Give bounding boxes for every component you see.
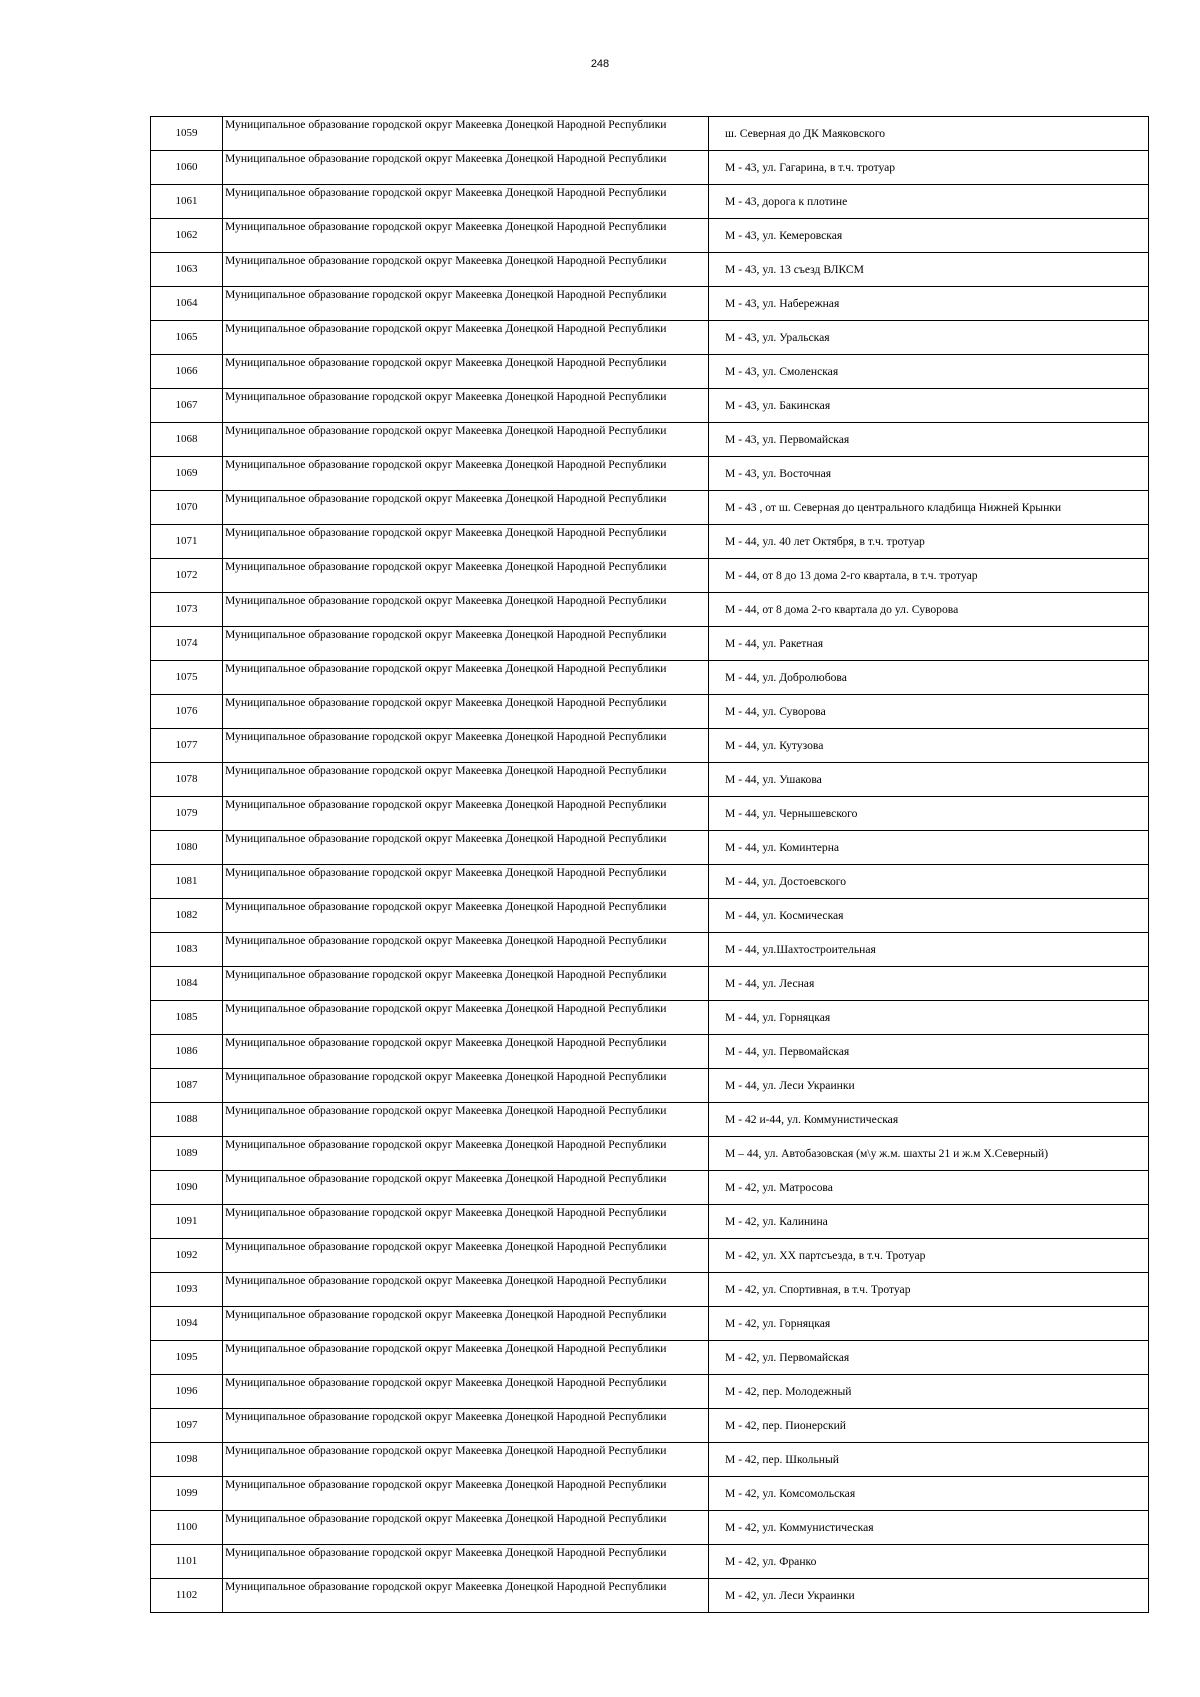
municipality-cell: Муниципальное образование городской округ Макеевка Донецкой Народной Республики	[223, 1375, 709, 1409]
table-row	[151, 457, 1149, 491]
row-number-cell: 1101	[151, 1545, 223, 1579]
road-name-cell: М - 42, ул. Калинина	[709, 1205, 1149, 1239]
row-number-cell: 1064	[151, 287, 223, 321]
table-row	[151, 695, 1149, 729]
road-name-cell: М - 44, от 8 дома 2-го квартала до ул. Суворова	[709, 593, 1149, 627]
row-number-cell: 1061	[151, 185, 223, 219]
table-row	[151, 423, 1149, 457]
table-row	[151, 1205, 1149, 1239]
row-number-cell: 1074	[151, 627, 223, 661]
table-row	[151, 1443, 1149, 1477]
road-name-cell: М - 43, ул. Кемеровская	[709, 219, 1149, 253]
roads-table	[150, 116, 1149, 1613]
road-name-cell: М - 44, ул. Коминтерна	[709, 831, 1149, 865]
municipality-cell: Муниципальное образование городской округ Макеевка Донецкой Народной Республики	[223, 967, 709, 1001]
municipality-cell: Муниципальное образование городской округ Макеевка Донецкой Народной Республики	[223, 1171, 709, 1205]
municipality-cell: Муниципальное образование городской округ Макеевка Донецкой Народной Республики	[223, 627, 709, 661]
municipality-cell: Муниципальное образование городской округ Макеевка Донецкой Народной Республики	[223, 185, 709, 219]
municipality-cell: Муниципальное образование городской округ Макеевка Донецкой Народной Республики	[223, 525, 709, 559]
table-row	[151, 797, 1149, 831]
row-number-cell: 1098	[151, 1443, 223, 1477]
road-name-cell: М - 43, дорога к плотине	[709, 185, 1149, 219]
row-number-cell: 1068	[151, 423, 223, 457]
row-number-cell: 1099	[151, 1477, 223, 1511]
row-number-cell: 1073	[151, 593, 223, 627]
row-number-cell: 1081	[151, 865, 223, 899]
row-number-cell: 1080	[151, 831, 223, 865]
road-name-cell: М - 42, ул. Горняцкая	[709, 1307, 1149, 1341]
row-number-cell: 1076	[151, 695, 223, 729]
municipality-cell: Муниципальное образование городской округ Макеевка Донецкой Народной Республики	[223, 1103, 709, 1137]
table-row	[151, 1239, 1149, 1273]
municipality-cell: Муниципальное образование городской округ Макеевка Донецкой Народной Республики	[223, 389, 709, 423]
table-row	[151, 729, 1149, 763]
municipality-cell: Муниципальное образование городской округ Макеевка Донецкой Народной Республики	[223, 1511, 709, 1545]
road-name-cell: М - 44, ул. Ракетная	[709, 627, 1149, 661]
table-row	[151, 491, 1149, 525]
table-row	[151, 185, 1149, 219]
road-name-cell: М - 44, ул. Первомайская	[709, 1035, 1149, 1069]
road-name-cell: М - 43, ул. Первомайская	[709, 423, 1149, 457]
road-name-cell: М - 43, ул. Уральская	[709, 321, 1149, 355]
table-row	[151, 1579, 1149, 1613]
row-number-cell: 1094	[151, 1307, 223, 1341]
municipality-cell: Муниципальное образование городской округ Макеевка Донецкой Народной Республики	[223, 1545, 709, 1579]
table-row	[151, 1341, 1149, 1375]
row-number-cell: 1091	[151, 1205, 223, 1239]
table-row	[151, 1035, 1149, 1069]
row-number-cell: 1075	[151, 661, 223, 695]
municipality-cell: Муниципальное образование городской округ Макеевка Донецкой Народной Республики	[223, 1307, 709, 1341]
row-number-cell: 1092	[151, 1239, 223, 1273]
road-name-cell: М - 42, ул. Спортивная, в т.ч. Тротуар	[709, 1273, 1149, 1307]
municipality-cell: Муниципальное образование городской округ Макеевка Донецкой Народной Республики	[223, 933, 709, 967]
municipality-cell: Муниципальное образование городской округ Макеевка Донецкой Народной Республики	[223, 253, 709, 287]
row-number-cell: 1065	[151, 321, 223, 355]
municipality-cell: Муниципальное образование городской округ Макеевка Донецкой Народной Республики	[223, 423, 709, 457]
municipality-cell: Муниципальное образование городской округ Макеевка Донецкой Народной Республики	[223, 1477, 709, 1511]
row-number-cell: 1088	[151, 1103, 223, 1137]
row-number-cell: 1067	[151, 389, 223, 423]
municipality-cell: Муниципальное образование городской округ Макеевка Донецкой Народной Республики	[223, 729, 709, 763]
table-row	[151, 763, 1149, 797]
municipality-cell: Муниципальное образование городской округ Макеевка Донецкой Народной Республики	[223, 899, 709, 933]
municipality-cell: Муниципальное образование городской округ Макеевка Донецкой Народной Республики	[223, 491, 709, 525]
table-row	[151, 1375, 1149, 1409]
municipality-cell: Муниципальное образование городской округ Макеевка Донецкой Народной Республики	[223, 559, 709, 593]
table-row	[151, 1511, 1149, 1545]
road-name-cell: М - 44, ул. Леси Украинки	[709, 1069, 1149, 1103]
municipality-cell: Муниципальное образование городской округ Макеевка Донецкой Народной Республики	[223, 457, 709, 491]
municipality-cell: Муниципальное образование городской округ Макеевка Донецкой Народной Республики	[223, 1035, 709, 1069]
roads-table-body	[151, 117, 1149, 1613]
table-row	[151, 1103, 1149, 1137]
row-number-cell: 1085	[151, 1001, 223, 1035]
road-name-cell: М - 44, ул. Достоевского	[709, 865, 1149, 899]
road-name-cell: М - 43, ул. Смоленская	[709, 355, 1149, 389]
table-row	[151, 933, 1149, 967]
municipality-cell: Муниципальное образование городской округ Макеевка Донецкой Народной Республики	[223, 321, 709, 355]
road-name-cell: М - 44, ул. 40 лет Октября, в т.ч. тротуар	[709, 525, 1149, 559]
table-row	[151, 1137, 1149, 1171]
road-name-cell: М - 43 , от ш. Северная до центрального кладбища Нижней Крынки	[709, 491, 1149, 525]
row-number-cell: 1060	[151, 151, 223, 185]
municipality-cell: Муниципальное образование городской округ Макеевка Донецкой Народной Республики	[223, 219, 709, 253]
municipality-cell: Муниципальное образование городской округ Макеевка Донецкой Народной Республики	[223, 1579, 709, 1613]
row-number-cell: 1079	[151, 797, 223, 831]
row-number-cell: 1070	[151, 491, 223, 525]
road-name-cell: М - 44, ул. Ушакова	[709, 763, 1149, 797]
municipality-cell: Муниципальное образование городской округ Макеевка Донецкой Народной Республики	[223, 593, 709, 627]
road-name-cell: М - 42, ул. Леси Украинки	[709, 1579, 1149, 1613]
municipality-cell: Муниципальное образование городской округ Макеевка Донецкой Народной Республики	[223, 1137, 709, 1171]
table-row	[151, 389, 1149, 423]
municipality-cell: Муниципальное образование городской округ Макеевка Донецкой Народной Республики	[223, 1205, 709, 1239]
road-name-cell: М - 43, ул. Гагарина, в т.ч. тротуар	[709, 151, 1149, 185]
page-number: 248	[590, 58, 610, 70]
road-name-cell: М - 42, ул. XX партсъезда, в т.ч. Тротуар	[709, 1239, 1149, 1273]
table-row	[151, 593, 1149, 627]
table-row	[151, 1307, 1149, 1341]
row-number-cell: 1078	[151, 763, 223, 797]
table-row	[151, 661, 1149, 695]
road-name-cell: М - 44, ул. Космическая	[709, 899, 1149, 933]
municipality-cell: Муниципальное образование городской округ Макеевка Донецкой Народной Республики	[223, 695, 709, 729]
municipality-cell: Муниципальное образование городской округ Макеевка Донецкой Народной Республики	[223, 287, 709, 321]
row-number-cell: 1087	[151, 1069, 223, 1103]
table-row	[151, 1069, 1149, 1103]
road-name-cell: ш. Северная до ДК Маяковского	[709, 117, 1149, 151]
road-name-cell: М - 42, ул. Франко	[709, 1545, 1149, 1579]
row-number-cell: 1077	[151, 729, 223, 763]
row-number-cell: 1069	[151, 457, 223, 491]
table-row	[151, 287, 1149, 321]
row-number-cell: 1095	[151, 1341, 223, 1375]
table-row	[151, 1273, 1149, 1307]
municipality-cell: Муниципальное образование городской округ Макеевка Донецкой Народной Республики	[223, 117, 709, 151]
municipality-cell: Муниципальное образование городской округ Макеевка Донецкой Народной Республики	[223, 831, 709, 865]
road-name-cell: М - 42, ул. Коммунистическая	[709, 1511, 1149, 1545]
row-number-cell: 1093	[151, 1273, 223, 1307]
table-row	[151, 1171, 1149, 1205]
road-name-cell: М - 44, ул. Кутузова	[709, 729, 1149, 763]
municipality-cell: Муниципальное образование городской округ Макеевка Донецкой Народной Республики	[223, 1409, 709, 1443]
municipality-cell: Муниципальное образование городской округ Макеевка Донецкой Народной Республики	[223, 1001, 709, 1035]
road-name-cell: М - 42, ул. Комсомольская	[709, 1477, 1149, 1511]
row-number-cell: 1072	[151, 559, 223, 593]
road-name-cell: М - 42, ул. Первомайская	[709, 1341, 1149, 1375]
table-row	[151, 967, 1149, 1001]
row-number-cell: 1063	[151, 253, 223, 287]
row-number-cell: 1100	[151, 1511, 223, 1545]
municipality-cell: Муниципальное образование городской округ Макеевка Донецкой Народной Республики	[223, 1069, 709, 1103]
municipality-cell: Муниципальное образование городской округ Макеевка Донецкой Народной Республики	[223, 151, 709, 185]
table-row	[151, 321, 1149, 355]
table-row	[151, 831, 1149, 865]
municipality-cell: Муниципальное образование городской округ Макеевка Донецкой Народной Республики	[223, 661, 709, 695]
table-row	[151, 899, 1149, 933]
table-row	[151, 1409, 1149, 1443]
road-name-cell: М - 44, ул. Чернышевского	[709, 797, 1149, 831]
table-row	[151, 559, 1149, 593]
municipality-cell: Муниципальное образование городской округ Макеевка Донецкой Народной Республики	[223, 1273, 709, 1307]
row-number-cell: 1089	[151, 1137, 223, 1171]
road-name-cell: М – 44, ул. Автобазовская (м\у ж.м. шахты 21 и ж.м Х.Северный)	[709, 1137, 1149, 1171]
table-row	[151, 1001, 1149, 1035]
road-name-cell: М - 42, пер. Пионерский	[709, 1409, 1149, 1443]
municipality-cell: Муниципальное образование городской округ Макеевка Донецкой Народной Республики	[223, 1443, 709, 1477]
row-number-cell: 1071	[151, 525, 223, 559]
row-number-cell: 1066	[151, 355, 223, 389]
table-row	[151, 865, 1149, 899]
municipality-cell: Муниципальное образование городской округ Макеевка Донецкой Народной Республики	[223, 355, 709, 389]
road-name-cell: М - 43, ул. 13 съезд ВЛКСМ	[709, 253, 1149, 287]
road-name-cell: М - 43, ул. Восточная	[709, 457, 1149, 491]
row-number-cell: 1082	[151, 899, 223, 933]
row-number-cell: 1062	[151, 219, 223, 253]
road-name-cell: М - 42, пер. Школьный	[709, 1443, 1149, 1477]
municipality-cell: Муниципальное образование городской округ Макеевка Донецкой Народной Республики	[223, 763, 709, 797]
table-row	[151, 355, 1149, 389]
road-name-cell: М - 42, ул. Матросова	[709, 1171, 1149, 1205]
row-number-cell: 1097	[151, 1409, 223, 1443]
table-row	[151, 117, 1149, 151]
municipality-cell: Муниципальное образование городской округ Макеевка Донецкой Народной Республики	[223, 1239, 709, 1273]
table-row	[151, 525, 1149, 559]
road-name-cell: М - 44, ул. Добролюбова	[709, 661, 1149, 695]
table-row	[151, 1545, 1149, 1579]
road-name-cell: М - 44, от 8 до 13 дома 2-го квартала, в т.ч. тротуар	[709, 559, 1149, 593]
row-number-cell: 1086	[151, 1035, 223, 1069]
row-number-cell: 1059	[151, 117, 223, 151]
table-row	[151, 253, 1149, 287]
table-row	[151, 151, 1149, 185]
row-number-cell: 1083	[151, 933, 223, 967]
road-name-cell: М - 44, ул. Лесная	[709, 967, 1149, 1001]
road-name-cell: М - 43, ул. Бакинская	[709, 389, 1149, 423]
road-name-cell: М - 44, ул. Горняцкая	[709, 1001, 1149, 1035]
road-name-cell: М - 43, ул. Набережная	[709, 287, 1149, 321]
table-row	[151, 627, 1149, 661]
road-name-cell: М - 42 и-44, ул. Коммунистическая	[709, 1103, 1149, 1137]
municipality-cell: Муниципальное образование городской округ Макеевка Донецкой Народной Республики	[223, 865, 709, 899]
road-name-cell: М - 44, ул. Суворова	[709, 695, 1149, 729]
row-number-cell: 1090	[151, 1171, 223, 1205]
row-number-cell: 1084	[151, 967, 223, 1001]
road-name-cell: М - 42, пер. Молодежный	[709, 1375, 1149, 1409]
row-number-cell: 1102	[151, 1579, 223, 1613]
table-row	[151, 1477, 1149, 1511]
row-number-cell: 1096	[151, 1375, 223, 1409]
table-row	[151, 219, 1149, 253]
road-name-cell: М - 44, ул.Шахтостроительная	[709, 933, 1149, 967]
municipality-cell: Муниципальное образование городской округ Макеевка Донецкой Народной Республики	[223, 797, 709, 831]
municipality-cell: Муниципальное образование городской округ Макеевка Донецкой Народной Республики	[223, 1341, 709, 1375]
